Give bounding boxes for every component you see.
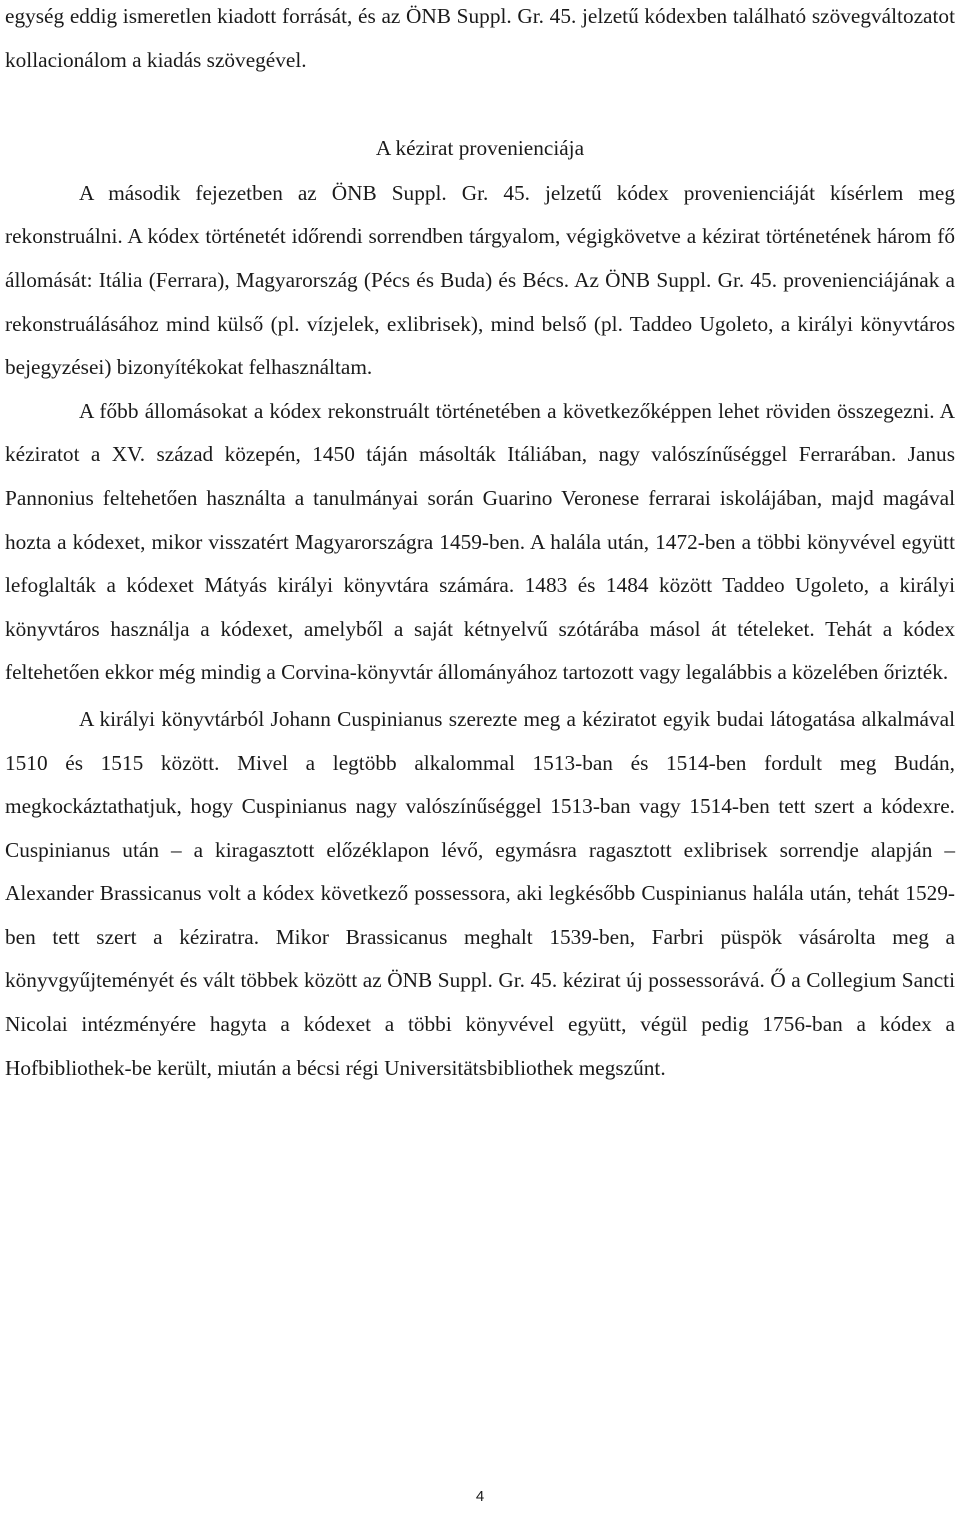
body-paragraph-1: A második fejezetben az ÖNB Suppl. Gr. 45. jelzetű kódex provenienciáját kísérlem meg rekonstruálni. A kódex történetét időrendi sorrendben tárgyalom, végigkövetve a kézirat történetének három fő állomását: Itália (Ferrara), Magyarország (Pécs és Buda) és Bécs. Az ÖNB Suppl. Gr. 45. provenienciájának a rekonstruálásához mind külső (pl. vízjelek, exlibrisek), mind belső (pl. Taddeo Ugoleto, a királyi könyvtáros bejegyzései) bizonyítékokat felhasználtam.: [5, 180, 955, 380]
body-paragraph-3: A királyi könyvtárból Johann Cuspinianus szerezte meg a kéziratot egyik budai látogatása alkalmával 1510 és 1515 között. Mivel a legtöbb alkalommal 1513-ban és 1514-ben fordult meg Budán, megkockáztathatjuk, hogy Cuspinianus nagy valószínűséggel 1513-ban vagy 1514-ben tett szert a kódexre. Cuspinianus után – a kiragasztott előzéklapon lévő, egymásra ragasztott exlibrisek sorrendje alapján – Alexander Brassicanus volt a kódex következő possessora, aki legkésőbb Cuspinianus halála után, tehát 1529-ben tett szert a kéziratra. Mikor Brassicanus meghalt 1539-ben, Farbri püspök vásárolta meg a könyvgyűjteményét és vált többek között az ÖNB Suppl. Gr. 45. kézirat új possessorává. Ő a Collegium Sancti Nicolai intézményére hagyta a kódexet a többi könyvével együtt, végül pedig 1756-ban a kódex a Hofbibliothek-be került, miután a bécsi régi Universitätsbibliothek megszűnt.: [5, 706, 955, 1080]
section-spacer: [5, 82, 955, 127]
page-number: 4: [475, 1488, 485, 1505]
section-title: A kézirat provenienciája: [375, 136, 585, 161]
body-paragraph-2: A főbb állomásokat a kódex rekonstruált történetében a következőképpen lehet röviden összegezni. A kéziratot a XV. század közepén, 1450 táján másolták Itáliában, nagy valószínűséggel Ferrarában. Janus Pannonius feltehetően használta a tanulmányai során Guarino Veronese ferrarai iskolájában, majd magával hozta a kódexet, mikor visszatért Magyarországra 1459-ben. A halála után, 1472-ben a többi könyvével együtt lefoglalták a kódexet Mátyás királyi könyvtára számára. 1483 és 1484 között Taddeo Ugoleto, a királyi könyvtáros használja a kódexet, amelyből a saját kétnyelvű szótárába másol át tételeket. Tehát a kódex feltehetően ekkor még mindig a Corvina-könyvtár állományához tartozott vagy legalábbis a közelében őrizték.: [5, 398, 955, 685]
intro-paragraph: egység eddig ismeretlen kiadott forrását, és az ÖNB Suppl. Gr. 45. jelzetű kódexben található szövegváltozatot kollacionálom a kiadás szövegével.: [5, 4, 955, 72]
document-page: [5, 0, 955, 1090]
